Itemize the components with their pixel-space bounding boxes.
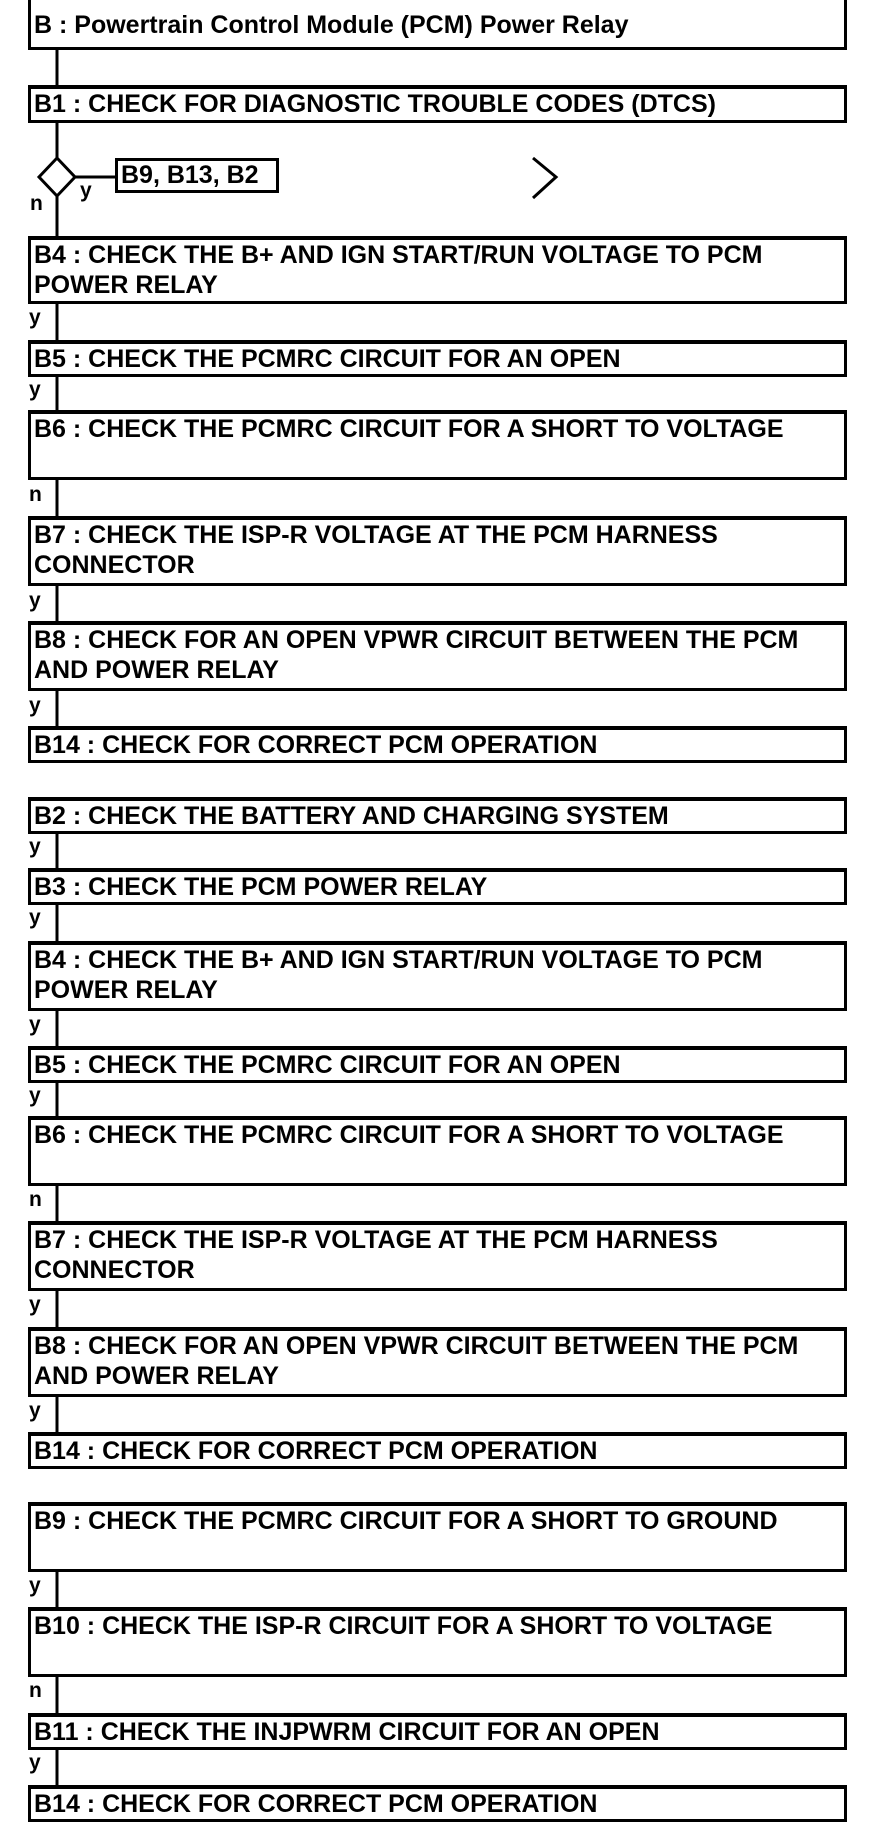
path2-step-b3: B3 : CHECK THE PCM POWER RELAY [28, 868, 847, 905]
path2-connector-label: y [29, 1084, 41, 1107]
path1-connector-label: y [29, 306, 41, 329]
path3-step-b14: B14 : CHECK FOR CORRECT PCM OPERATION [28, 1785, 847, 1822]
path2-connector-label: y [29, 1399, 41, 1422]
path2-step-b14: B14 : CHECK FOR CORRECT PCM OPERATION [28, 1432, 847, 1469]
path1-step-b14: B14 : CHECK FOR CORRECT PCM OPERATION [28, 726, 847, 763]
path3-connector-label: y [29, 1751, 41, 1774]
path2-connector-label: y [29, 1013, 41, 1036]
decision-target-box: B9, B13, B2 [115, 158, 279, 193]
path2-step-b4: B4 : CHECK THE B+ AND IGN START/RUN VOLTAGE TO PCM POWER RELAY [28, 941, 847, 1011]
chevron-right-icon [533, 158, 556, 198]
decision-diamond [39, 158, 75, 196]
path2-connector-label: y [29, 906, 41, 929]
flowchart-title: B : Powertrain Control Module (PCM) Power Relay [28, 0, 847, 50]
path1-step-b6: B6 : CHECK THE PCMRC CIRCUIT FOR A SHORT TO VOLTAGE [28, 410, 847, 480]
path1-step-b4: B4 : CHECK THE B+ AND IGN START/RUN VOLTAGE TO PCM POWER RELAY [28, 236, 847, 304]
path2-step-b8: B8 : CHECK FOR AN OPEN VPWR CIRCUIT BETWEEN THE PCM AND POWER RELAY [28, 1327, 847, 1397]
path2-step-b5: B5 : CHECK THE PCMRC CIRCUIT FOR AN OPEN [28, 1046, 847, 1083]
path2-connector-label: y [29, 1293, 41, 1316]
path3-connector-label: n [29, 1679, 42, 1702]
path2-connector-label: y [29, 835, 41, 858]
path1-connector-label: n [29, 483, 42, 506]
path1-step-b5: B5 : CHECK THE PCMRC CIRCUIT FOR AN OPEN [28, 340, 847, 377]
path1-connector-label: y [29, 694, 41, 717]
path2-step-b7: B7 : CHECK THE ISP-R VOLTAGE AT THE PCM HARNESS CONNECTOR [28, 1221, 847, 1291]
path2-step-b6: B6 : CHECK THE PCMRC CIRCUIT FOR A SHORT TO VOLTAGE [28, 1116, 847, 1186]
decision-no-label: n [30, 192, 43, 215]
path1-step-b7: B7 : CHECK THE ISP-R VOLTAGE AT THE PCM HARNESS CONNECTOR [28, 516, 847, 586]
path3-step-b9: B9 : CHECK THE PCMRC CIRCUIT FOR A SHORT TO GROUND [28, 1502, 847, 1572]
path3-step-b11: B11 : CHECK THE INJPWRM CIRCUIT FOR AN OPEN [28, 1713, 847, 1750]
path1-connector-label: y [29, 378, 41, 401]
step-b1: B1 : CHECK FOR DIAGNOSTIC TROUBLE CODES (DTCS) [28, 85, 847, 123]
path3-connector-label: y [29, 1574, 41, 1597]
path1-connector-label: y [29, 589, 41, 612]
path1-step-b8: B8 : CHECK FOR AN OPEN VPWR CIRCUIT BETWEEN THE PCM AND POWER RELAY [28, 621, 847, 691]
path2-step-b2: B2 : CHECK THE BATTERY AND CHARGING SYSTEM [28, 797, 847, 834]
path2-connector-label: n [29, 1188, 42, 1211]
decision-yes-label: y [80, 179, 92, 202]
path3-step-b10: B10 : CHECK THE ISP-R CIRCUIT FOR A SHORT TO VOLTAGE [28, 1607, 847, 1677]
